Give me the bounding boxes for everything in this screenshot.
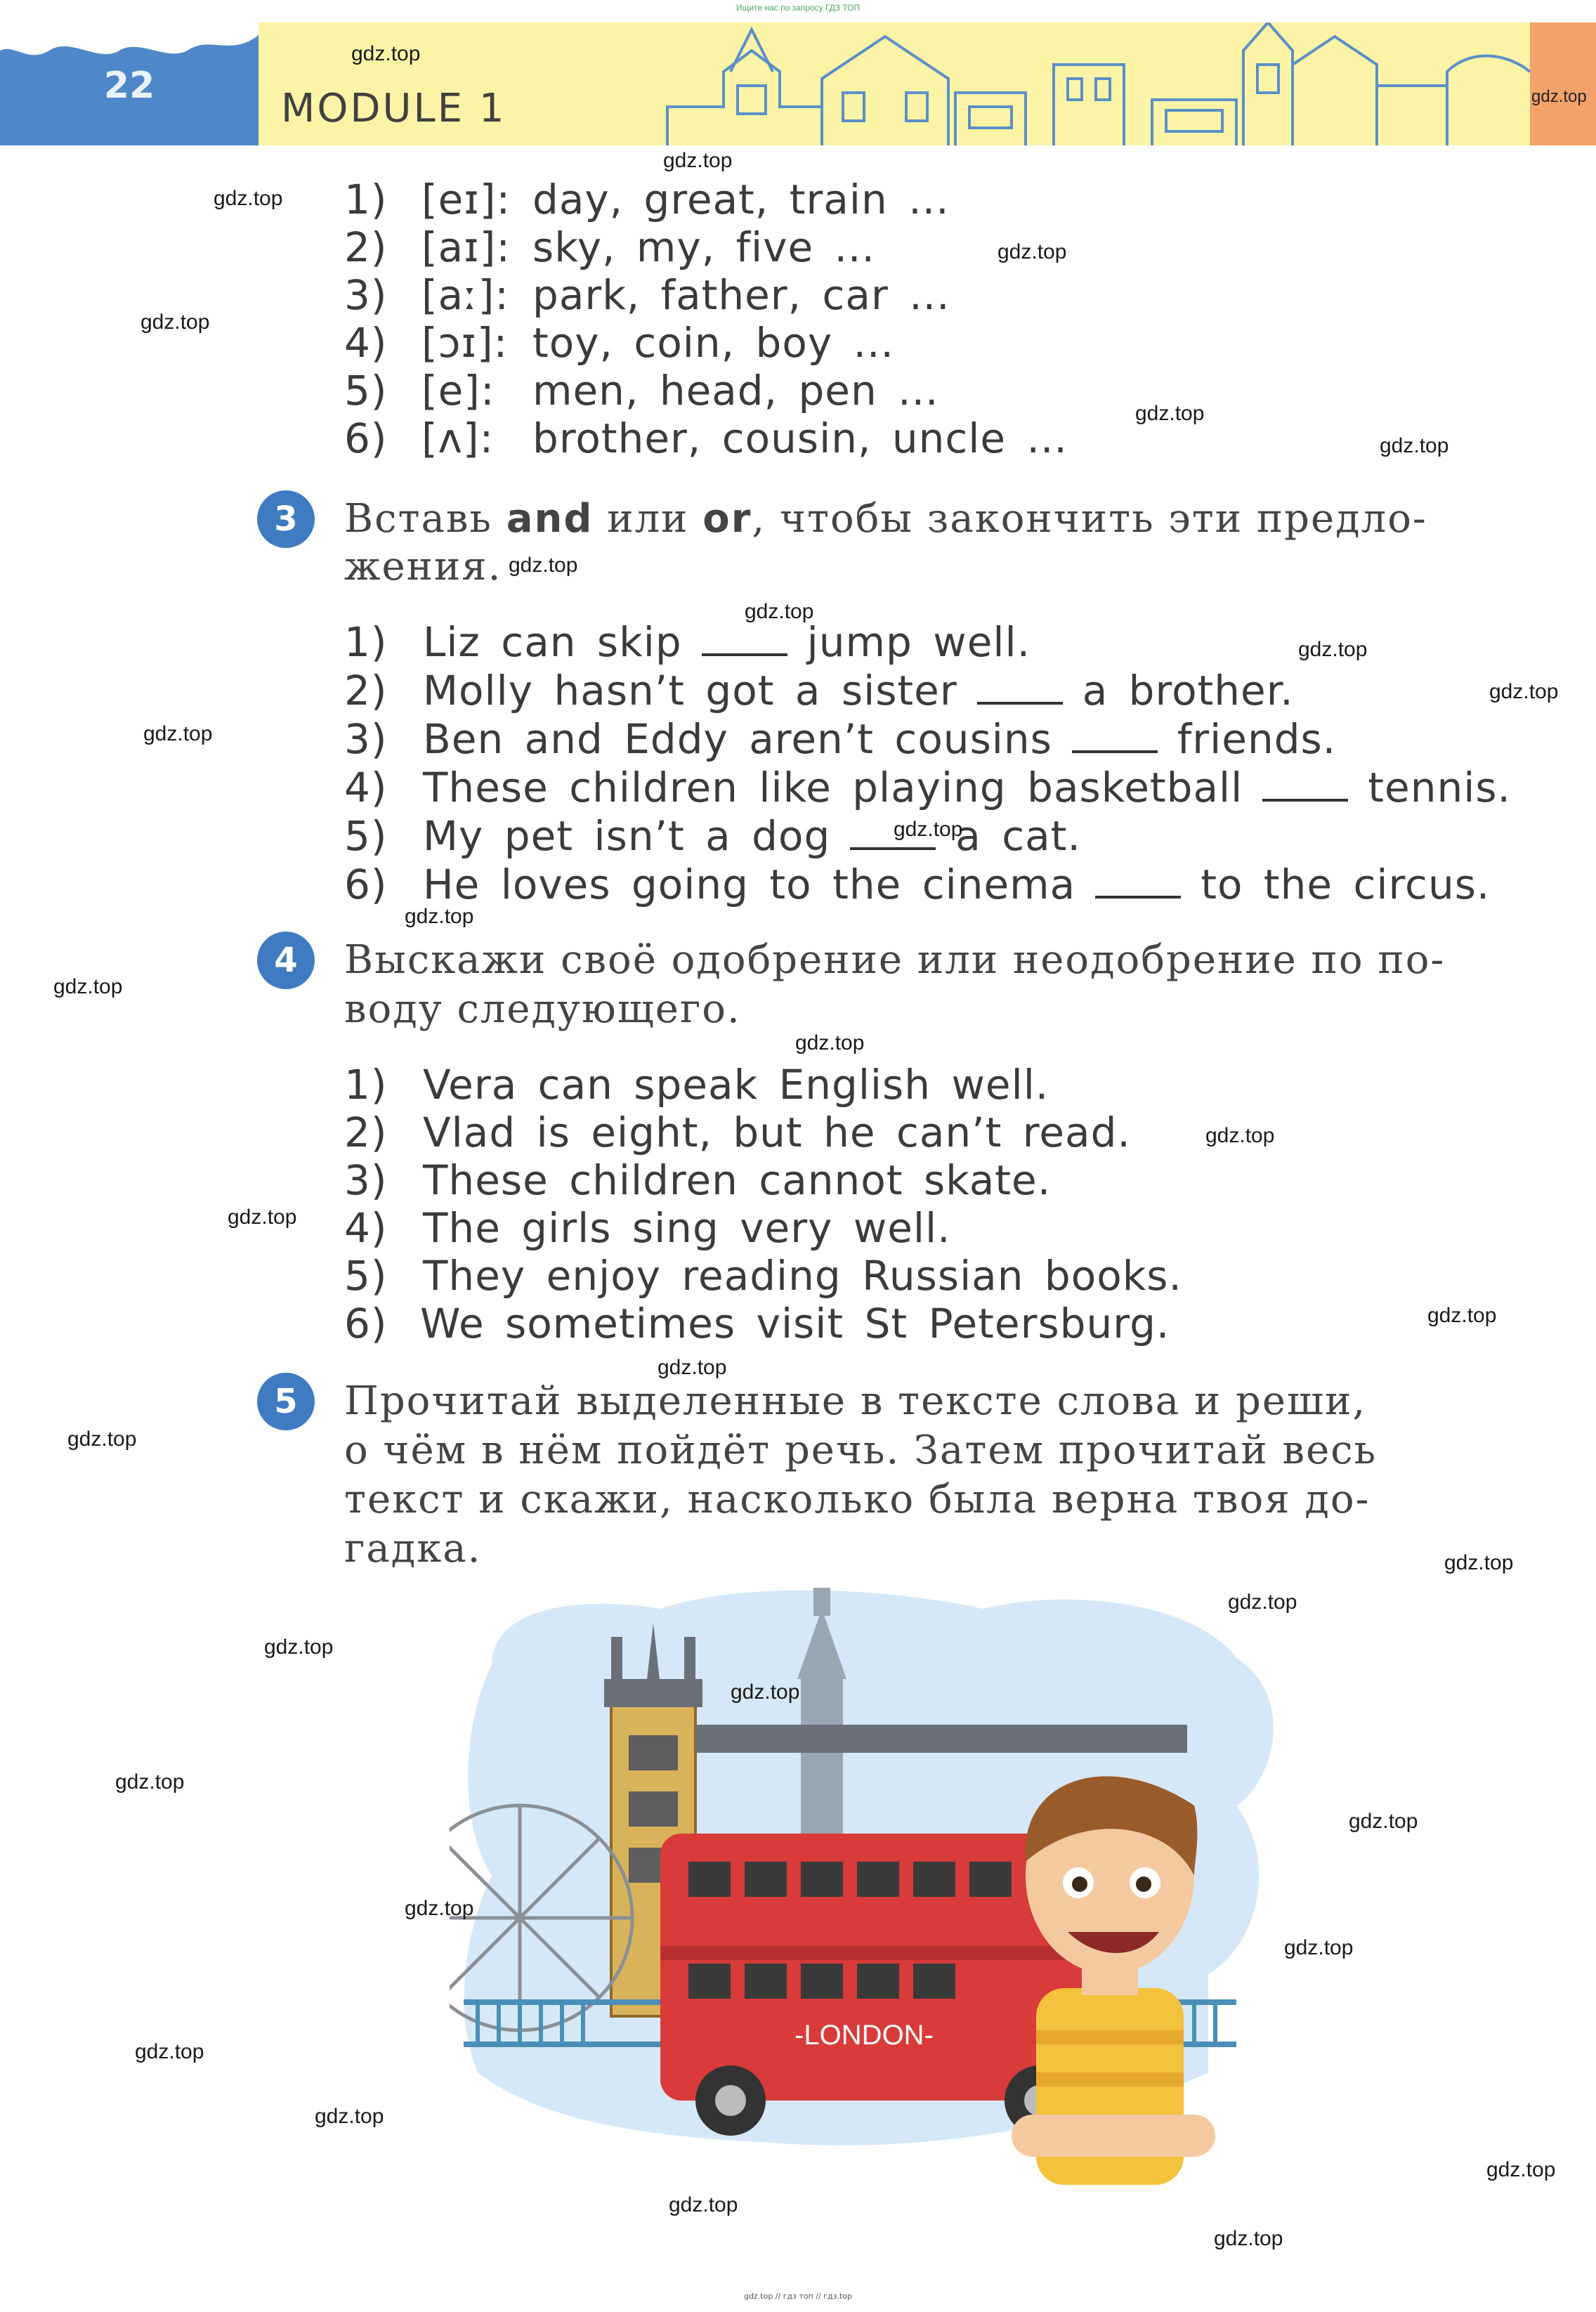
item-number: 1) [344,618,388,666]
watermark: gdz.top [67,1428,137,1451]
watermark: gdz.top [214,187,283,210]
task3-instruction [344,496,1427,542]
city-skyline-decoration [660,22,1530,145]
watermark: gdz.top [53,975,123,998]
watermark: gdz.top [658,1356,727,1379]
corner-tag: gdz.top [1531,87,1587,106]
answer-blank[interactable] [977,674,1063,705]
sentence-end: a cat. [955,812,1081,860]
item-number: 3) [344,1156,388,1204]
sound: [aɪ]: [421,223,511,271]
sound: [e]: [421,367,495,414]
watermark: gdz.top [1228,1591,1297,1614]
example-words: park, father, car ... [532,271,950,319]
watermark: gdz.top [228,1206,297,1229]
sentence-start: These children like playing basketball [423,764,1243,811]
sentence-start: Molly hasn’t got a sister [423,667,957,714]
item-number: 6) [344,861,388,908]
task3-list [344,618,1538,913]
watermark: gdz.top [405,1897,474,1920]
example-words: day, great, train ... [532,176,950,223]
task5-instruction-line2: о чём в нём пойдёт речь. Затем прочитай весь [344,1428,1378,1473]
item-number: 4) [344,764,388,811]
page-header [0,22,1596,145]
watermark: gdz.top [894,818,963,841]
item-number: 6) [344,1300,388,1347]
task3-instruction-line2: жения. [344,544,502,589]
task-number-badge: 3 [257,490,315,548]
watermark: gdz.top [1135,402,1205,425]
page-number: 22 [103,65,155,107]
top-note: Ищите нас по запросу ГДЗ ТОП [735,3,861,13]
statement: They enjoy reading Russian books. [423,1252,1182,1300]
module-title: MODULE 1 [281,86,506,131]
sentence-start: Liz can skip [423,618,682,666]
watermark: gdz.top [1284,1936,1354,1959]
example-words: sky, my, five ... [532,223,875,271]
item-number: 5) [344,812,388,860]
statement: We sometimes visit St Petersburg. [420,1300,1170,1347]
cloud-wave-decoration [0,22,259,65]
item-number: 5) [344,1252,388,1300]
watermark: gdz.top [143,722,213,745]
item-number: 1) [344,176,388,223]
item-number: 5) [344,367,388,414]
task4-instruction: Выскажи своё одобрение или неодобрение по по- [344,937,1446,983]
watermark: gdz.top [1214,2227,1283,2250]
sentence-start: Ben and Eddy aren’t cousins [423,715,1052,763]
item-number: 2) [344,1109,388,1156]
sentence-start: My pet isn’t a dog [423,812,831,860]
sound: [aː]: [421,271,509,319]
item-number: 4) [344,319,388,367]
watermark: gdz.top [745,600,814,623]
watermark: gdz.top [1298,638,1368,661]
answer-blank[interactable] [702,625,787,656]
watermark: gdz.top [663,149,733,172]
watermark: gdz.top [795,1031,865,1054]
bottom-note: gdz.top // гдз топ // гдз.top [744,2292,852,2301]
item-number: 3) [344,715,388,763]
watermark: gdz.top [1380,434,1449,457]
london-illustration [450,1581,1321,2185]
watermark: gdz.top [669,2193,738,2216]
item-number: 1) [344,1061,388,1109]
bus-sign: -LONDON- [794,2020,934,2051]
watermark: gdz.top [1427,1304,1497,1327]
task-number-badge: 5 [257,1373,315,1430]
sentence-end: tennis. [1368,764,1511,811]
item-number: 4) [344,1204,388,1252]
instruction-text: или [593,496,703,542]
watermark: gdz.top [509,554,578,577]
sentence-end: jump well. [806,618,1031,666]
item-number: 2) [344,223,388,271]
example-words: brother, cousin, uncle ... [532,414,1068,462]
watermark: gdz.top [1205,1124,1275,1147]
sound: [eɪ]: [421,176,511,223]
watermark: gdz.top [264,1635,334,1659]
sound: [ɔɪ]: [421,319,509,367]
statement: Vlad is eight, but he can’t read. [423,1109,1131,1156]
sound: [ʌ]: [421,414,495,462]
watermark: gdz.top [1444,1551,1514,1574]
watermark: gdz.top [405,905,474,928]
watermark: gdz.top [135,2040,204,2063]
example-words: men, head, pen ... [532,367,939,414]
answer-blank[interactable] [1095,868,1181,899]
sentence-start: He loves going to the cinema [423,861,1076,908]
task4-list [344,1061,1538,1356]
item-number: 2) [344,667,388,714]
statement: Vera can speak English well. [423,1061,1049,1109]
keyword-or: or [702,496,752,542]
corner-tab [1530,22,1596,145]
task-number-badge: 4 [257,932,315,989]
answer-blank[interactable] [1262,771,1348,802]
watermark: gdz.top [115,1770,185,1794]
keyword-and: and [506,496,594,542]
task5-instruction-line4: гадка. [344,1526,482,1572]
watermark: gdz.top [1489,680,1559,703]
answer-blank[interactable] [1072,722,1158,753]
sentence-end: a brother. [1082,667,1294,714]
task4-instruction-line2: воду следующего. [344,986,741,1032]
watermark: gdz.top [351,42,421,65]
example-words: toy, coin, boy ... [532,319,894,367]
statement: The girls sing very well. [423,1204,951,1252]
watermark: gdz.top [1486,2158,1556,2181]
watermark: gdz.top [998,240,1067,263]
statement: These children cannot skate. [423,1156,1052,1204]
phonetics-list [344,176,1538,471]
task5-instruction-line1: Прочитай выделенные в тексте слова и реши, [344,1378,1367,1424]
watermark: gdz.top [1349,1810,1418,1833]
watermark: gdz.top [315,2105,384,2128]
item-number: 3) [344,271,388,319]
instruction-text: , чтобы закончить эти предло- [752,496,1427,542]
item-number: 6) [344,414,388,462]
task5-instruction-line3: текст и скажи, насколько была верна твоя до- [344,1477,1371,1522]
instruction-text: Вставь [344,496,506,542]
sentence-end: to the circus. [1201,861,1491,908]
sentence-end: friends. [1177,715,1337,763]
watermark: gdz.top [140,311,210,334]
watermark: gdz.top [731,1680,800,1704]
